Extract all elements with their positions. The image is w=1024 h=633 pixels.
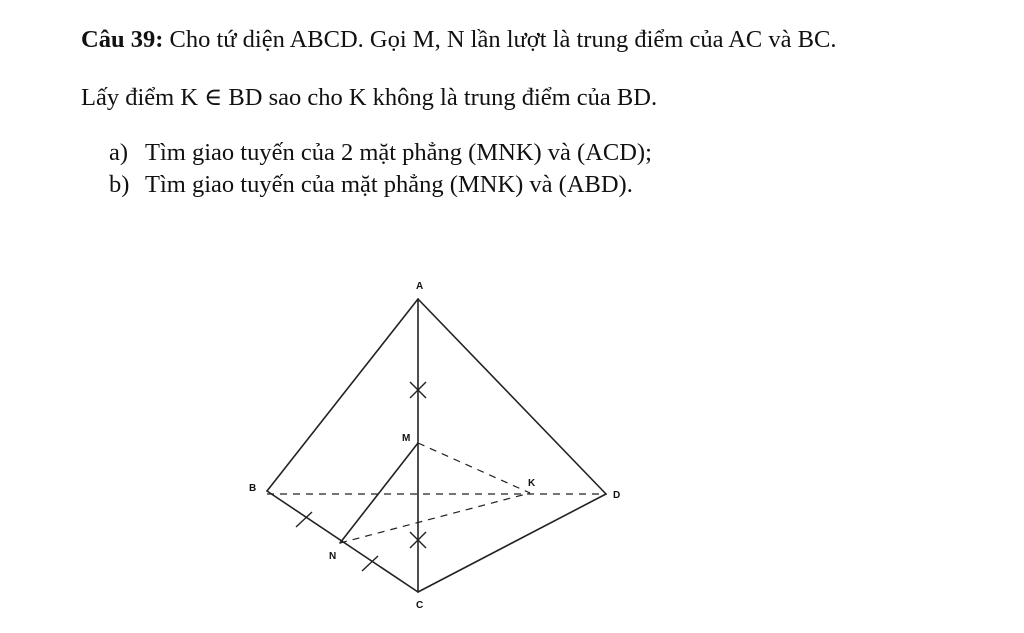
statement-text-1: Cho tứ diện ABCD. Gọi M, N lần lượt là trung điểm của AC và BC. xyxy=(163,26,837,53)
edge-cd xyxy=(418,494,606,592)
point-label-b: B xyxy=(249,483,257,494)
edge-ad xyxy=(418,299,606,494)
task-list xyxy=(109,137,652,201)
task-b-text: Tìm giao tuyến của mặt phẳng (MNK) và (ABD). xyxy=(145,171,633,198)
point-label-m: M xyxy=(402,433,411,444)
task-b xyxy=(109,169,652,201)
statement-line-2: Lấy điểm K ∈ BD sao cho K không là trung điểm của BD. xyxy=(81,84,658,111)
point-label-n: N xyxy=(329,551,337,562)
point-label-c: C xyxy=(416,600,424,611)
tetrahedron-figure xyxy=(230,270,650,620)
problem-number: Câu 39: xyxy=(81,26,164,53)
task-a-text: Tìm giao tuyến của 2 mặt phẳng (MNK) và (ACD); xyxy=(145,139,652,166)
task-b-letter: b) xyxy=(109,171,130,198)
edge-ab xyxy=(267,299,418,491)
point-label-k: K xyxy=(528,478,536,489)
segment-nk-hidden xyxy=(340,493,530,543)
statement-line-1 xyxy=(81,22,836,58)
segment-mn xyxy=(340,443,418,543)
task-a-letter: a) xyxy=(109,139,129,166)
task-a xyxy=(109,137,652,169)
segment-mk-hidden xyxy=(418,443,530,493)
point-label-d: D xyxy=(613,490,621,501)
tetrahedron-diagram xyxy=(230,270,650,620)
edge-bc xyxy=(267,491,418,592)
point-label-a: A xyxy=(416,281,424,292)
